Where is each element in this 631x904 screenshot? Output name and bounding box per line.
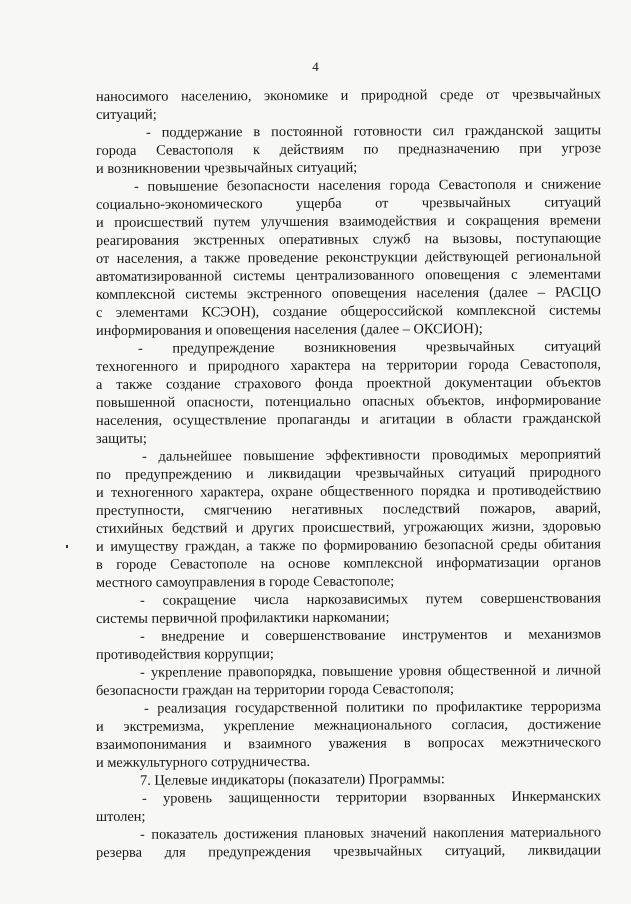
text-line: резерва для предупреждения чрезвычайных ситуаций, ликвидации bbox=[95, 842, 602, 861]
text-line: в городе Севастополе на основе комплексной информатизации органов bbox=[95, 554, 602, 573]
text-line: реагирования экстренных оперативных служб на вызовы, поступающие bbox=[95, 230, 602, 249]
text-line: и возникновении чрезвычайных ситуаций; bbox=[95, 159, 358, 177]
text-line: по предупреждению и ликвидации чрезвычайных ситуаций природного bbox=[95, 464, 602, 483]
text-line: населения, осуществление пропаганды и агитации в области гражданской bbox=[95, 410, 602, 429]
text-line: и происшествий путем улучшения взаимодействия и сокращения времени bbox=[95, 212, 602, 231]
text-line: - показатель достижения плановых значений накопления материального bbox=[139, 824, 602, 843]
text-line: - реализация государственной политики по профилактике терроризма bbox=[143, 698, 602, 717]
text-line: 7. Целевые индикаторы (показатели) Программы: bbox=[139, 771, 445, 789]
text-line: и техногенного характера, охране общественного порядка и противодействию bbox=[95, 482, 602, 501]
text-line: противодействия коррупции; bbox=[95, 646, 274, 663]
page-number: 4 bbox=[312, 59, 319, 74]
text-line: информирования и оповещения населения (далее – ОКСИОН); bbox=[95, 320, 483, 339]
text-line: безопасности граждан на территории города Севастополя; bbox=[95, 681, 454, 699]
text-line: с элементами КСЭОН), создание общероссийской комплексной системы bbox=[95, 302, 602, 321]
text-line: города Севастополя к действиям по предназначению при угрозе bbox=[95, 140, 602, 159]
text-line: местного самоуправления в городе Севастополе; bbox=[95, 573, 395, 591]
text-line: от населения, а также проведение реконструкции действующей региональной bbox=[95, 248, 602, 267]
text-line: системы первичной профилактики наркомании; bbox=[95, 609, 390, 627]
text-line: - сокращение числа наркозависимых путем совершенствования bbox=[139, 590, 602, 609]
text-line: и межкультурного сотрудничества. bbox=[95, 753, 311, 771]
text-line: - предупреждение возникновения чрезвычайных ситуаций bbox=[137, 338, 602, 357]
text-line: - внедрение и совершенствование инструментов и механизмов bbox=[139, 626, 602, 645]
text-line: взаимопонимания и взаимного уважения в вопросах межэтнического bbox=[95, 734, 602, 753]
text-line: комплексной системы экстренного оповещения населения (далее – РАСЦО bbox=[95, 284, 602, 303]
scan-speck bbox=[66, 545, 68, 548]
text-line: социально-экономического ущерба от чрезвычайных ситуаций bbox=[95, 194, 602, 213]
text-line: - укрепление правопорядка, повышение уровня общественной и личной bbox=[139, 662, 602, 681]
text-line: а также создание страхового фонда проектной документации объектов bbox=[95, 374, 602, 393]
text-line: повышенной опасности, потенциально опасных объектов, информирование bbox=[95, 392, 602, 411]
text-line: и экстремизма, укрепление межнационального согласия, достижение bbox=[95, 716, 602, 735]
text-line: - уровень защищенности территории взорванных Инкерманских bbox=[141, 788, 602, 807]
text-line: ситуаций; bbox=[95, 106, 157, 123]
text-line: техногенного и природного характера на территории города Севастополя, bbox=[95, 356, 602, 375]
text-line: - дальнейшее повышение эффективности проводимых мероприятий bbox=[141, 446, 602, 465]
text-line: автоматизированной системы централизованного оповещения с элементами bbox=[95, 266, 602, 285]
text-line: наносимого населению, экономике и природной среде от чрезвычайных bbox=[95, 86, 602, 105]
text-line: - повышение безопасности населения города Севастополя и снижение bbox=[133, 176, 602, 195]
text-line: защиты; bbox=[95, 430, 147, 447]
text-line: стихийных бедствий и других происшествий, угрожающих жизни, здоровью bbox=[95, 518, 602, 537]
text-line: преступности, смягчению негативных последствий пожаров, аварий, bbox=[95, 500, 602, 519]
body-text bbox=[96, 88, 601, 862]
text-line: и имуществу граждан, а также по формированию безопасной среды обитания bbox=[95, 536, 602, 555]
text-line: штолен; bbox=[95, 808, 146, 825]
text-line: - поддержание в постоянной готовности сил гражданской защиты bbox=[145, 122, 602, 141]
